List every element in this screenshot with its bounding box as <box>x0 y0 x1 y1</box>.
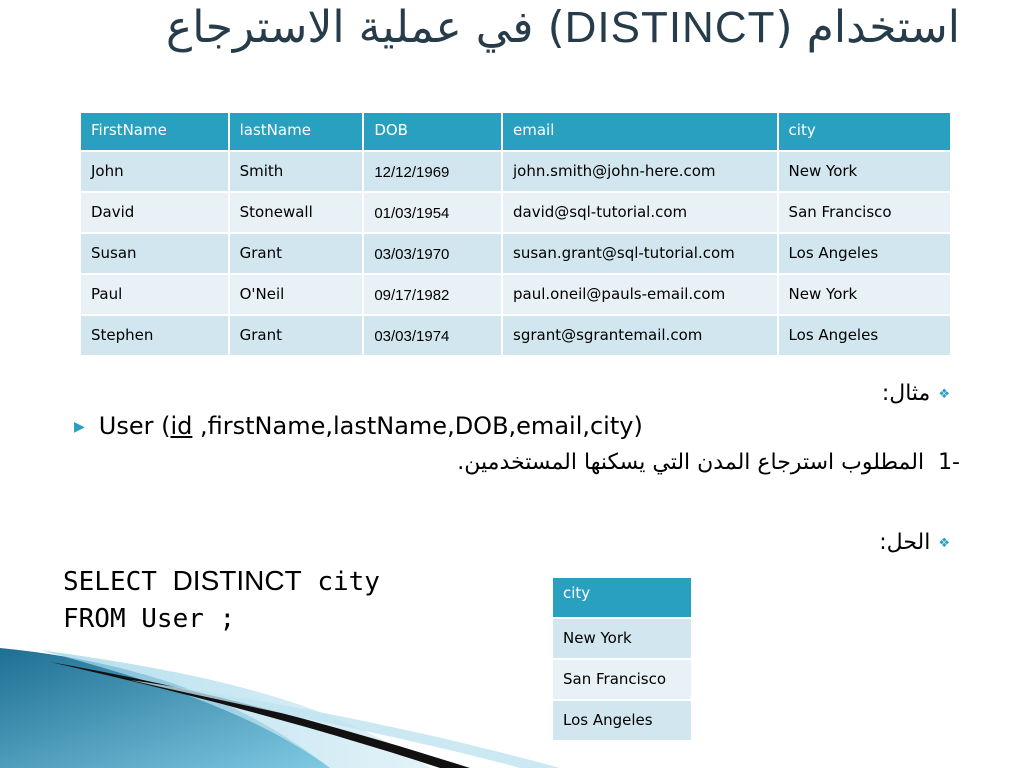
cell-firstname: John <box>80 151 229 192</box>
cell-city: Los Angeles <box>778 315 951 356</box>
user-schema-line <box>74 412 643 440</box>
table-row <box>80 274 951 315</box>
requirement-line <box>457 450 960 475</box>
table-row <box>552 700 692 741</box>
title-arabic-before: استخدام ( <box>775 2 960 53</box>
result-table-header-row <box>552 577 692 618</box>
sql-line-2: FROM User ; <box>63 604 236 634</box>
example-bullet <box>882 381 950 406</box>
cell-city: San Francisco <box>552 659 692 700</box>
header-dob: DOB <box>363 112 502 151</box>
cell-lastname: Smith <box>229 151 364 192</box>
cell-city: New York <box>778 151 951 192</box>
cell-city: Los Angeles <box>552 700 692 741</box>
header-city: city <box>778 112 951 151</box>
sql-query <box>63 562 380 638</box>
sql-select: SELECT <box>63 567 173 597</box>
cell-email: david@sql-tutorial.com <box>502 192 778 233</box>
header-city: city <box>552 577 692 618</box>
solution-bullet <box>879 530 950 555</box>
users-table <box>79 111 952 357</box>
cell-dob: 03/03/1970 <box>363 233 502 274</box>
requirement-number: 1- <box>938 450 960 475</box>
header-lastname: lastName <box>229 112 364 151</box>
solution-label: الحل: <box>879 530 931 555</box>
example-label: مثال: <box>881 381 931 406</box>
cell-lastname: Stonewall <box>229 192 364 233</box>
cell-lastname: Grant <box>229 233 364 274</box>
cell-dob: 01/03/1954 <box>363 192 502 233</box>
user-schema-close: ) <box>633 412 643 440</box>
cell-email: paul.oneil@pauls-email.com <box>502 274 778 315</box>
cell-email: sgrant@sgrantemail.com <box>502 315 778 356</box>
cell-firstname: Paul <box>80 274 229 315</box>
cell-lastname: Grant <box>229 315 364 356</box>
triangle-arrow-icon: ▶ <box>74 419 85 435</box>
cell-city: Los Angeles <box>778 233 951 274</box>
result-city-table <box>551 576 693 742</box>
cell-dob: 09/17/1982 <box>363 274 502 315</box>
cell-firstname: David <box>80 192 229 233</box>
sql-distinct: DISTINCT <box>172 565 302 596</box>
cell-lastname: O'Neil <box>229 274 364 315</box>
header-firstname: FirstName <box>80 112 229 151</box>
cell-city: San Francisco <box>778 192 951 233</box>
cell-firstname: Stephen <box>80 315 229 356</box>
header-email: email <box>502 112 778 151</box>
table-row <box>552 659 692 700</box>
diamond-bullet-icon: ❖ <box>938 386 950 402</box>
cell-city: New York <box>778 274 951 315</box>
table-row <box>80 233 951 274</box>
diamond-bullet-icon: ❖ <box>938 535 950 551</box>
sql-city: city <box>301 567 380 597</box>
cell-dob: 12/12/1969 <box>363 151 502 192</box>
requirement-text: المطلوب استرجاع المدن التي يسكنها المستخدمين. <box>457 450 925 475</box>
cell-email: susan.grant@sql-tutorial.com <box>502 233 778 274</box>
table-row <box>80 315 951 356</box>
slide-title <box>166 2 960 53</box>
cell-city: New York <box>552 618 692 659</box>
users-table-header-row <box>80 112 951 151</box>
table-row <box>552 618 692 659</box>
cell-firstname: Susan <box>80 233 229 274</box>
table-row <box>80 192 951 233</box>
user-schema-prefix: User ( <box>98 412 171 440</box>
user-schema-id: id <box>170 412 193 440</box>
user-schema-columns: ,firstName,lastName,DOB,email,city <box>192 412 634 440</box>
cell-dob: 03/03/1974 <box>363 315 502 356</box>
title-arabic-after: ) في عملية الاسترجاع <box>166 2 565 53</box>
table-row <box>80 151 951 192</box>
sql-line-1 <box>63 562 380 601</box>
title-keyword: DISTINCT <box>564 3 776 52</box>
cell-email: john.smith@john-here.com <box>502 151 778 192</box>
